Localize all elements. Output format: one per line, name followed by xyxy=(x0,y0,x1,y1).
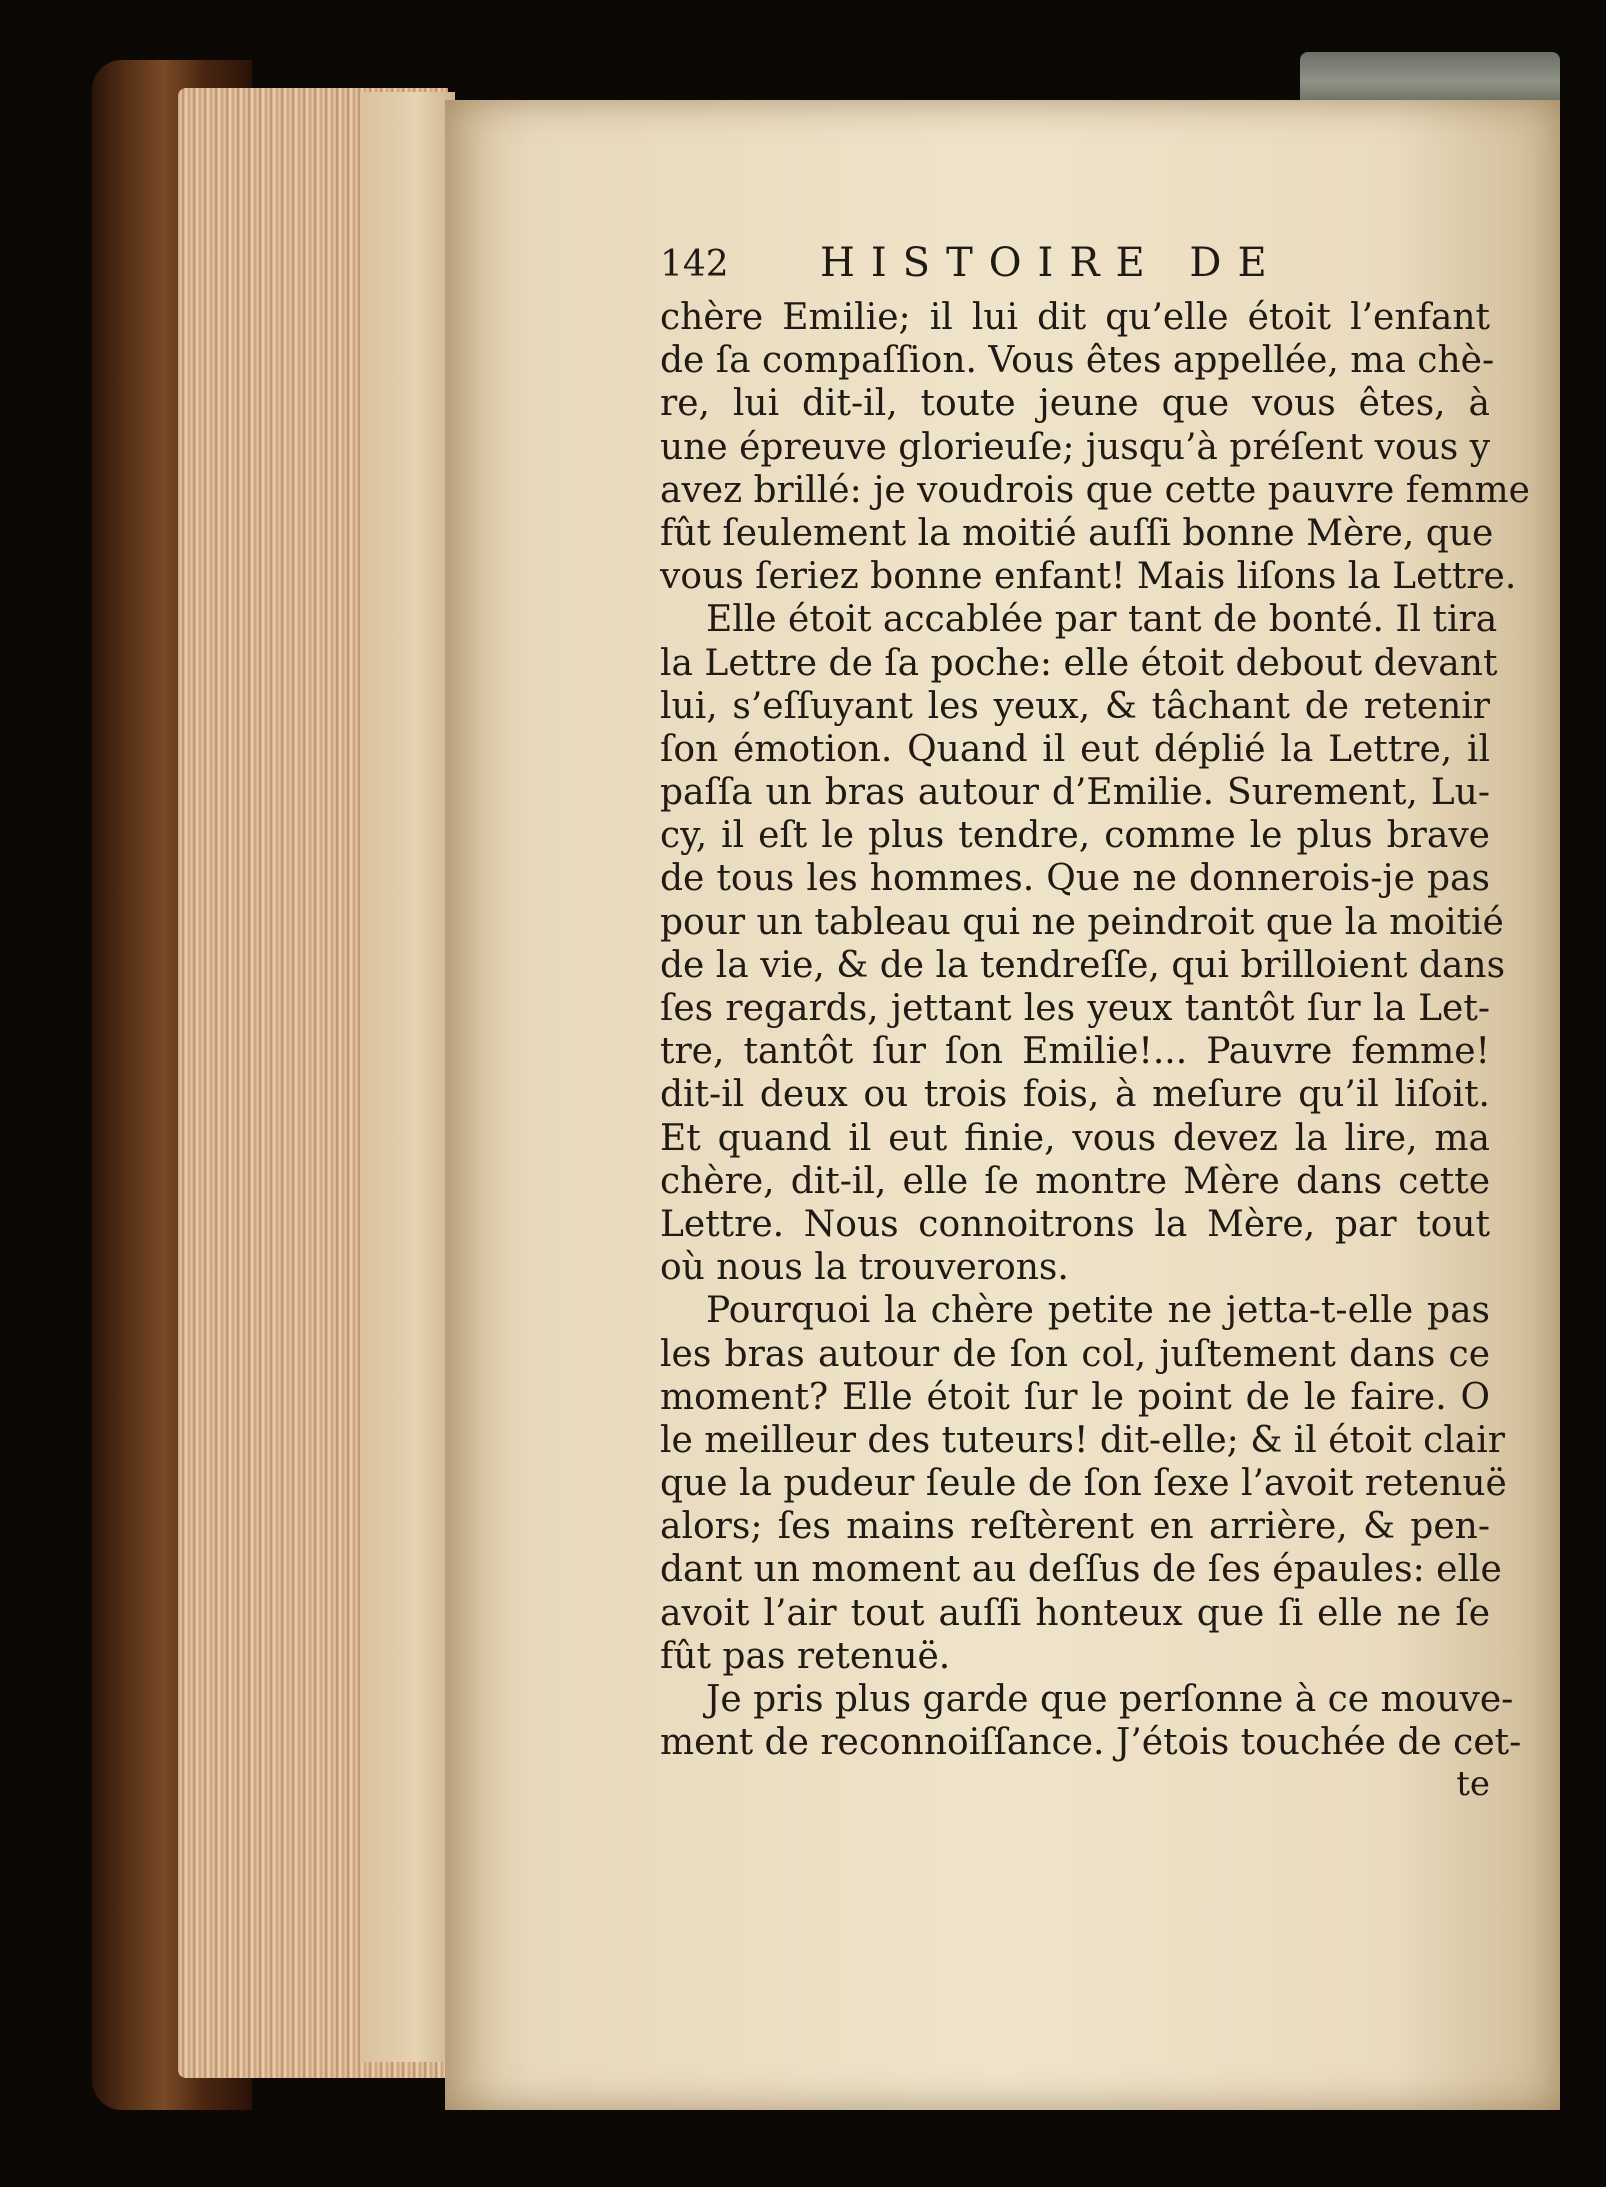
text-line: paſſa un bras autour d’Emilie. Surement, Lu- xyxy=(660,772,1490,814)
text-line: Je pris plus garde que perſonne à ce mouve- xyxy=(706,1679,1514,1720)
text-line: avez brillé: je voudrois que cette pauvre femme xyxy=(660,469,1530,511)
text-line: fût pas retenuë. xyxy=(660,1635,951,1677)
text-line: une épreuve glorieuſe; jusqu’à préſent vous y xyxy=(660,426,1491,468)
text-line: que la pudeur ſeule de ſon ſexe l’avoit retenuë xyxy=(660,1463,1507,1505)
page-gutter-edge xyxy=(360,92,455,2062)
text-line: de tous les hommes. Que ne donnerois-je pas xyxy=(660,858,1490,900)
catchword: te xyxy=(1456,1764,1490,1805)
text-line: alors; ſes mains reſtèrent en arrière, & pen- xyxy=(660,1506,1490,1548)
text-line: Elle étoit accablée par tant de bonté. Il tira xyxy=(706,599,1498,641)
text-line: le meilleur des tuteurs! dit-elle; & il étoit clair xyxy=(660,1419,1505,1461)
text-line: de ſa compaſſion. Vous êtes appellée, ma chè- xyxy=(660,340,1495,382)
text-line: ſes regards, jettant les yeux tantôt ſur la Let- xyxy=(660,988,1490,1029)
text-line: chère Emilie; il lui dit qu’elle étoit l’enfant xyxy=(660,297,1490,338)
text-line: cy, il eſt le plus tendre, comme le plus brave xyxy=(660,815,1490,857)
text-line: de la vie, & de la tendreſſe, qui brilloient dans xyxy=(660,944,1506,986)
text-line: lui, s’eſſuyant les yeux, & tâchant de retenir xyxy=(660,685,1490,727)
text-line: re, lui dit-il, toute jeune que vous êtes, à xyxy=(660,383,1490,425)
text-line: moment? Elle étoit ſur le point de le faire. O xyxy=(660,1376,1490,1418)
body-text xyxy=(660,296,1530,1764)
text-line: les bras autour de ſon col, juſtement dans ce xyxy=(660,1333,1490,1375)
text-line: fût ſeulement la moitié auſſi bonne Mère, que xyxy=(660,512,1494,554)
text-line: Pourquoi la chère petite ne jetta-t-elle pas xyxy=(706,1290,1490,1332)
page-text xyxy=(660,240,1530,1805)
text-line: où nous la trouverons. xyxy=(660,1247,1069,1289)
running-title: HISTOIRE DE xyxy=(820,240,1283,286)
text-line: Et quand il eut finie, vous devez la lire, ma xyxy=(660,1117,1490,1159)
text-line: dit-il deux ou trois fois, à meſure qu’il liſoit. xyxy=(660,1074,1490,1116)
text-line: Lettre. Nous connoitrons la Mère, par tout xyxy=(660,1203,1490,1245)
text-line: pour un tableau qui ne peindroit que la moitié xyxy=(660,901,1504,943)
text-line: chère, dit-il, elle ſe montre Mère dans cette xyxy=(660,1160,1490,1202)
page-number: 142 xyxy=(660,244,729,285)
text-line: dant un moment au deſſus de ſes épaules: elle xyxy=(660,1549,1502,1591)
text-line: tre, tantôt ſur ſon Emilie!... Pauvre femme! xyxy=(660,1031,1490,1073)
text-line: la Lettre de ſa poche: elle étoit debout devant xyxy=(660,642,1498,684)
page-header xyxy=(660,240,1490,292)
text-line: vous ſeriez bonne enfant! Mais liſons la Lettre. xyxy=(660,556,1517,598)
text-line: ſon émotion. Quand il eut déplié la Lettre, il xyxy=(660,728,1490,770)
text-line: avoit l’air tout auſſi honteux que ſi elle ne ſe xyxy=(660,1592,1490,1634)
text-line: ment de reconnoiſſance. J’étois touchée de cet- xyxy=(660,1722,1522,1764)
